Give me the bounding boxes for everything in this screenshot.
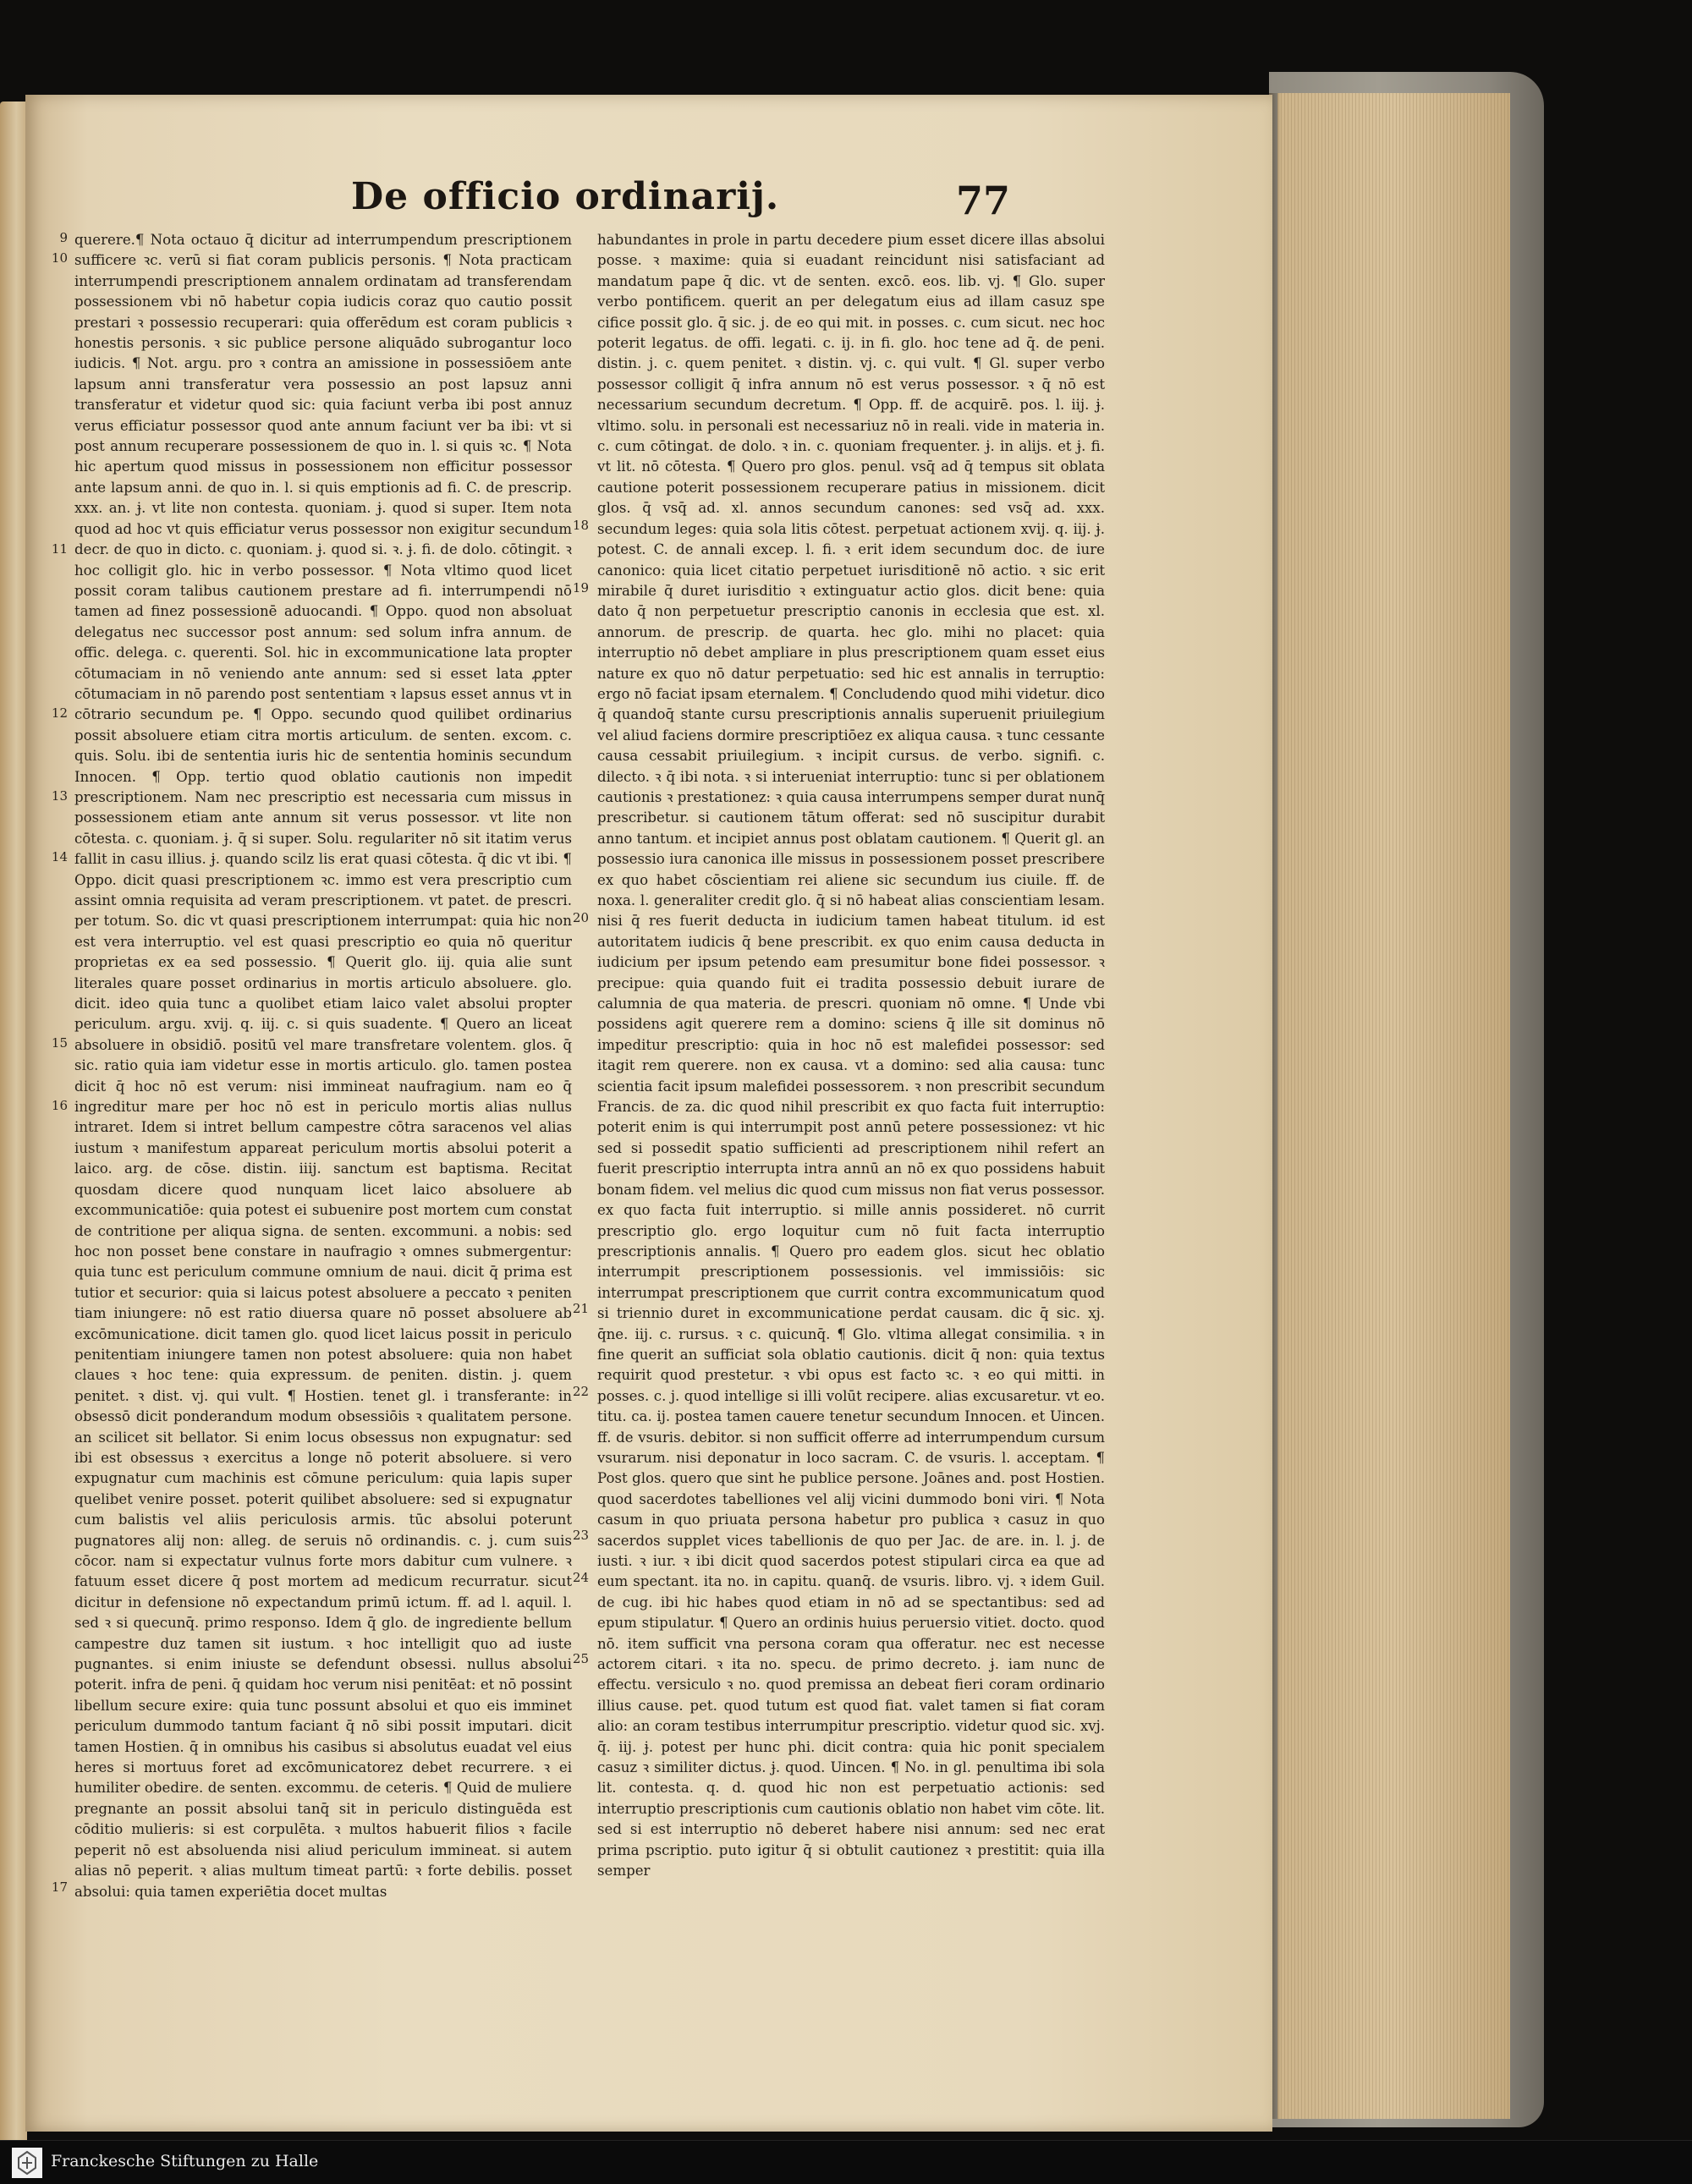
line-marker: 13 <box>51 788 68 804</box>
line-marker: 16 <box>51 1098 68 1113</box>
footer-credit-bar <box>0 2140 1692 2184</box>
running-head: De officio ordinarij. <box>351 175 780 218</box>
line-marker: 25 <box>572 1651 589 1666</box>
left-column-text: querere.¶ Nota octauo q̄ dicitur ad interrumpendum prescriptionem sufficere ꝛc. verū si fiat coram publicis personis. ¶ Nota practicam interrumpendi prescriptionem annalem ordinatam ad transferendam possessionem vbi nō habetur copia iudicis coraz quo cautio possit prestari ꝛ possessio recuperari: quia offerēdum est coram publicis ꝛ honestis personis. ꝛ sic publice persone aliquādo subrogantur loco iudicis. ¶ Not. argu. pro ꝛ contra an amissione in possessiōem ante lapsum anni transferatur vera possessio an post lapsuz anni transferatur et videtur quod sic: quia faciunt verba ibi post annuz verus efficiatur possessor quod ante annum faciunt ver ba ibi: vt si post annum recuperare possessionem de quo in. l. si quis ꝛc. ¶ Nota hic apertum quod missus in possessionem non efficitur possessor ante lapsum anni. de quo in. l. si quis emptionis ad fi. C. de prescrip. xxx. an. ɉ. vt lite non contesta. quoniam. ɉ. quod si super. Item nota quod ad hoc vt quis efficiatur verus possessor non exigitur secundum decr. de quo in dicto. c. quoniam. ɉ. quod si. ꝛ. ɉ. fi. de dolo. cōtingit. ꝛ hoc colligit glo. hic in verbo possessor. ¶ Nota vltimo quod licet possit coram talibus cautionem prestare ad fi. interrumpendi nō tamen ad finez possessionē aduocandi. ¶ Oppo. quod non absoluat delegatus nec successor post annum: sed solum infra annum. de offic. delega. c. querenti. Sol. hic in excommunicatione lata propter cōtumaciam in nō veniendo ante annum: sed si esset lata ꝓpter cōtumaciam in nō parendo post sententiam ꝛ lapsus esset annus vt in cōtrario secundum pe. ¶ Oppo. secundo quod quilibet ordinarius possit absoluere etiam citra mortis articulum. de senten. excom. c. quis. Solu. ibi de sententia iuris hic de sententia hominis secundum Innocen. ¶ Opp. tertio quod oblatio cautionis non impedit prescriptionem. Nam nec prescriptio est necessaria cum missus in possessionem etiam ante annum sit verus possessor. vt lite non cōtesta. c. quoniam. ɉ. q̄ si super. Solu. regulariter nō sit itatim verus fallit in casu illius. ɉ. quando scilz lis erat quasi cōtesta. q̄ dic vt ibi. ¶ Oppo. dicit quasi prescriptionem ꝛc. immo est vera prescriptio cum assint omnia requisita ad veram prescriptionem. vt patet. de prescri. per totum. So. dic vt quasi prescriptionem interrumpat: quia hic non est vera interruptio. vel est quasi prescriptio eo quia nō queritur proprietas ex ea sed possessio. ¶ Querit glo. iij. quia alie sunt literales quare posset ordinarius in mortis articulo absoluere. glo. dicit. ideo quia tunc a quolibet etiam laico valet absolui propter periculum. argu. xvij. q. iij. c. si quis suadente. ¶ Quero an liceat absoluere in obsidiō. positū vel mare transfretare volentem. glos. q̄ sic. ratio quia iam videtur esse in mortis articulo. glo. tamen postea dicit q̄ hoc nō est verum: nisi immineat naufragium. nam eo q̄ ingreditur mare per hoc nō est in periculo mortis alias nullus intraret. Idem si intret bellum campestre cōtra saracenos vel alias iustum ꝛ manifestum appareat periculum mortis absolui poterit a laico. arg. de cōse. distin. iiij. sanctum est baptisma. Recitat quosdam dicere quod nunquam licet laico absoluere ab excommunicatiōe: quia potest ei subuenire post mortem cum constat de contritione per aliqua signa. de senten. excommuni. a nobis: sed hoc non posset bene constare in naufragio ꝛ omnes submergentur: quia tunc est periculum commune omnium de naui. dicit q̄ prima est tutior et securior: quia si laicus potest absoluere a peccato ꝛ peniten tiam iniungere: nō est ratio diuersa quare nō posset absoluere ab excōmunicatione. dicit tamen glo. quod licet laicus possit in periculo penitentiam iniungere tamen non potest absoluere: quia non habet claues ꝛ hoc tene: quia expressum. de peniten. distin. j. quem penitet. ꝛ dist. vj. qui vult. ¶ Hostien. tenet gl. i transferante: in obsessō dicit ponderandum modum obsessiōis ꝛ qualitatem persone. an scilicet sit bellator. Si enim locus obsessus non expugnatur: sed ibi est obsessus ꝛ exercitus a longe nō poterit absoluere. si vero expugnatur cum machinis est cōmune periculum: quia lapis super quelibet venire posset. poterit quilibet absoluere: sed si expugnatur cum balistis vel aliis periculosis armis. tūc absolui poterunt pugnatores alij non: alleg. de seruis nō ordinandis. c. j. cum suis cōcor. nam si expectatur vulnus forte mors dabitur cum vulnere. ꝛ fatuum esset dicere q̄ post mortem ad medicum recurratur. sicut dicitur in defensione nō expectandum primū ictum. ff. ad l. aquil. l. sed ꝛ si quecunq̄. primo responso. Idem q̄ glo. de ingrediente bellum campestre duz tamen sit iustum. ꝛ hoc intelligit quo ad iuste pugnantes. si enim iniuste se defendunt obsessi. nullus absolui poterit. infra de peni. q̄ quidam hoc verum nisi penitēat: et nō possint libellum secure exire: quia tunc possunt absolui et quo eis imminet periculum dummodo tantum faciant q̄ nō sibi possit imputari. dicit tamen Hostien. q̄ in omnibus his casibus si absolutus euadat vel eius heres si mortuus foret ad excōmunicatorez debet recurrere. ꝛ ei humiliter obedire. de senten. excommu. de ceteris. ¶ Quid de muliere pregnante an possit absolui tanq̄ sit in periculo distinguēda est cōditio mulieris: si est corpulēta. ꝛ multos habuerit filios ꝛ facile peperit nō est absoluenda nisi aliud periculum immineat. si autem alias nō peperit. ꝛ alias multum timeat partū: ꝛ forte debilis. posset absolui: quia tamen experiētia docet multas <box>74 232 572 1900</box>
line-marker: 15 <box>51 1035 68 1051</box>
institution-logo-icon <box>12 2148 42 2178</box>
line-marker: 11 <box>51 541 68 557</box>
line-marker: 19 <box>572 580 589 595</box>
line-marker: 10 <box>51 250 68 266</box>
line-marker: 12 <box>51 705 68 721</box>
line-marker: 22 <box>572 1384 589 1399</box>
line-marker: 14 <box>51 849 68 864</box>
printed-page <box>25 95 1272 2132</box>
page-edges-block <box>1277 93 1510 2119</box>
left-text-column <box>74 230 572 1913</box>
right-column-text: habundantes in prole in partu decedere pium esset dicere illas absolui posse. ꝛ maxime: quia si euadant reincidunt nisi satisfaciant ad mandatum pape q̄ dic. vt de senten. excō. eos. lib. vj. ¶ Glo. super verbo pontificem. querit an per delegatum eius ad illam casuz spe cifice possit glo. q̄ sic. j. de eo qui mit. in posses. c. cum sicut. nec hoc poterit legatus. de offi. legati. c. ij. in fi. glo. hoc tene ad q̄. de peni. distin. j. c. quem penitet. ꝛ distin. vj. c. qui vult. ¶ Gl. super verbo possessor colligit q̄ infra annum nō est verus possessor. ꝛ q̄ nō est necessarium secundum decretum. ¶ Opp. ff. de acquirē. pos. l. iij. ɉ. vltimo. solu. in personali est necessariuz nō in reali. vide in materia in. c. cum cōtingat. de dolo. ꝛ in. c. quoniam frequenter. ɉ. in alijs. et ɉ. fi. vt lit. nō cōtesta. ¶ Quero pro glos. penul. vsq̄ ad q̄ tempus sit oblata cautione poterit possessionem recuperare patius in missionem. dicit glos. q̄ vsq̄ ad. xl. annos secundum canones: sed vsq̄ ad. xxx. secundum leges: quia sola litis cōtest. perpetuat actionem xvij. q. iij. ɉ. potest. C. de annali excep. l. fi. ꝛ erit idem secundum doc. de iure canonico: quia licet citatio perpetuet iurisditionē nō actio. ꝛ sic erit mirabile q̄ duret iurisditio ꝛ extinguatur actio glos. dicit bene: quia dato q̄ non perpetuetur prescriptio canonis in ecclesia que est. xl. annorum. de prescrip. de quarta. hec glo. mihi no placet: quia interruptio nō debet ampliare in plus prescriptionem quam esset eius nature ex quo nō datur perpetuatio: sed hic est annalis in terruptio: ergo nō faciat ipsam eternalem. ¶ Concludendo quod mihi videtur. dico q̄ quandoq̄ stante cursu prescriptionis annalis superuenit priuilegium vel aliud faciens dormire prescriptiōez ex aliqua causa. ꝛ tunc cessante causa cessabit priuilegium. ꝛ incipit cursus. de verbo. signifi. c. dilecto. ꝛ q̄ ibi nota. ꝛ si interueniat interruptio: tunc si per oblationem cautionis ꝛ prestationez: ꝛ quia causa interrumpens semper durat nunq̄ prescribetur. si cautionem tātum offerat: sed nō suscipitur durabit anno tantum. et incipiet annus post oblatam cautionem. ¶ Querit gl. an possessio iura canonica ille missus in possessionem posset prescribere ex quo habet cōscientiam rei aliene sic secundum ius ciuile. ff. de noxa. l. generaliter credit glo. q̄ si nō habeat alias conscientiam lesam. nisi q̄ res fuerit deducta in iudicium tamen habeat titulum. id est autoritatem iudicis q̄ bene prescribit. ex quo enim causa deducta in iudicium per ipsum petendo eam presumitur bone fidei possessor. ꝛ precipue: quia quando fuit ei tradita possessio debuit iurare de calumnia de qua materia. de prescri. quoniam nō omne. ¶ Unde vbi possidens agit querere rem a domino: sciens q̄ ille sit dominus nō impeditur prescriptio: quia in hoc nō est malefidei possessor: sed itagit rem querere. non ex causa. vt a domino: sed alia causa: tunc scientia facit ipsum malefidei possessorem. ꝛ non prescribit secundum Francis. de za. dic quod nihil prescribit ex quo facta fuit interruptio: poterit enim is qui interrumpit post annū petere possessionez: vt hic sed si possedit spatio sufficienti ad prescriptionem nihil refert an fuerit prescriptio interrupta intra annū an nō ex quo possidens habuit bonam fidem. vel melius dic quod cum missus non fiat verus possessor. ex quo facta fuit interruptio. si mille annis possideret. nō currit prescriptio glo. ergo loquitur cum nō fuit facta interruptio prescriptionis annalis. ¶ Quero pro eadem glos. sicut hec oblatio interrumpit prescriptionem possessionis. vel immissiōis: sic interrumpat prescriptionem que currit contra excommunicatum quod si triennio duret in excommunicatione perdat causam. dic q̄ sic. xj. q̄ne. iij. c. rursus. ꝛ c. quicunq̄. ¶ Glo. vltima allegat consimilia. ꝛ in fine querit an sufficiat sola oblatio cautionis. dicit q̄ non: quia textus requirit quod prestetur. ꝛ vbi opus est facto ꝛc. ꝛ eo qui mitti. in posses. c. j. quod intellige si illi volūt recipere. alias excusaretur. vt eo. titu. ca. ij. postea tamen cauere tenetur secundum Innocen. et Uincen. ff. de vsuris. debitor. si non sufficit offerre ad interrumpendum cursum vsurarum. nisi deponatur in loco sacram. C. de vsuris. l. acceptam. ¶ Post glos. quero que sint he publice persone. Joānes and. post Hostien. quod sacerdotes tabelliones vel alij vicini dummodo boni viri. ¶ Nota casum in quo priuata persona habetur pro publica ꝛ casuz in quo sacerdos supplet vices tabellionis de quo per Jac. de are. in. l. j. de iusti. ꝛ iur. ꝛ ibi dicit quod sacerdos potest stipulari circa ea que ad eum spectant. ita no. in capitu. quanq̄. de vsuris. libro. vj. ꝛ idem Guil. de cug. ibi hic habes quod etiam in nō ad se spectantibus: sed ad epum stipulatur. ¶ Quero an ordinis huius peruersio vitiet. docto. quod nō. item sufficit vna persona coram qua offeratur. nec est necesse actorem citari. ꝛ ita no. specu. de primo decreto. ɉ. iam nunc de effectu. versiculo ꝛ no. quod premissa an debeat fieri coram ordinario illius cause. pet. quod tutum est quod fiat. valet tamen si fiat coram alio: an coram testibus interrumpitur prescriptio. videtur quod sic. xvj. q̄. iij. ɉ. potest per hunc phi. dicit contra: quia hic ponit specialem casuz ꝛ similiter dictus. ɉ. quod. Uincen. ¶ No. in gl. penultima ibi sola lit. contesta. q. d. quod hic non est perpetuatio actionis: sed interruptio prescriptionis cum cautionis oblatio non habet vim cōte. lit. sed si est interruptio nō deberet habere nisi annum: sed nec erat prima pscriptio. puto igitur q̄ si obtulit cautionez ꝛ prestitit: quia illa semper <box>597 232 1105 1879</box>
left-line-markers <box>42 230 68 1913</box>
line-marker: 23 <box>572 1528 589 1543</box>
line-marker: 20 <box>572 910 589 925</box>
right-line-markers <box>563 230 589 1913</box>
right-text-column <box>597 230 1105 1913</box>
line-marker: 21 <box>572 1301 589 1316</box>
line-marker: 9 <box>59 230 68 245</box>
line-marker: 24 <box>572 1570 589 1585</box>
footer-credit-text: Franckesche Stiftungen zu Halle <box>51 2152 319 2170</box>
folio-number: 77 <box>956 178 1011 223</box>
line-marker: 17 <box>51 1879 68 1895</box>
line-marker: 18 <box>572 518 589 533</box>
previous-page-edge <box>0 102 27 2148</box>
